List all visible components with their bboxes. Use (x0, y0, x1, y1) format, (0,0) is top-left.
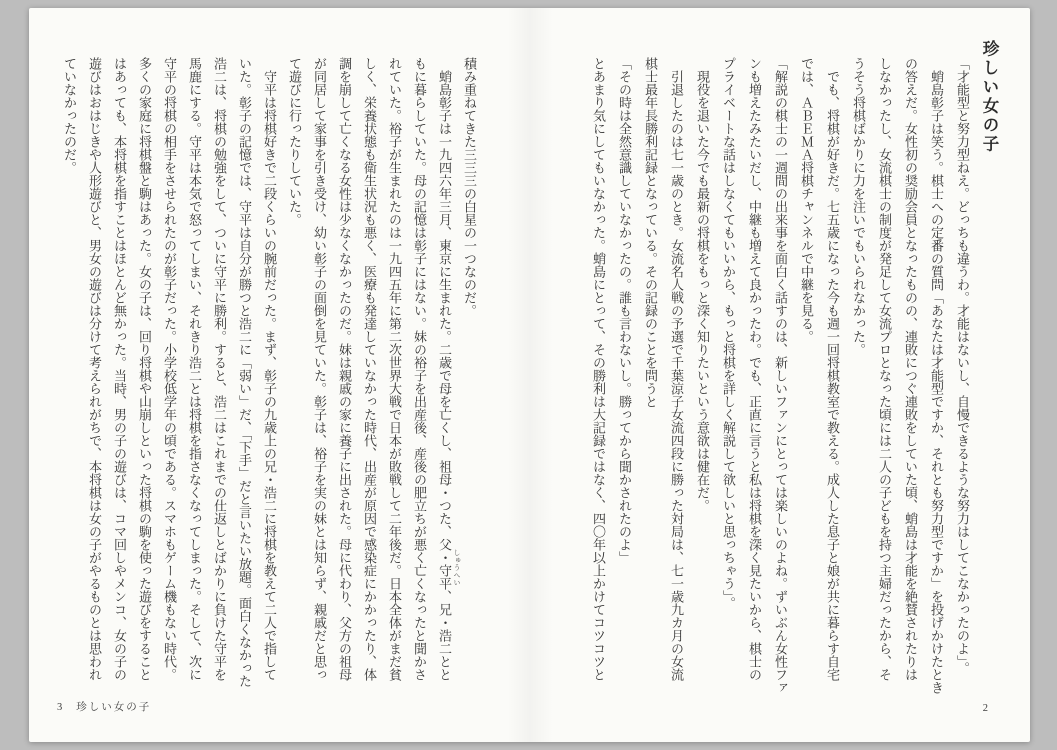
text-column: プライベートな話はしなくてもいいから、もっと将棋を詳しく解説して欲しいと思っちゃう」。 (721, 57, 736, 610)
text-column: しく、栄養状態も衛生状況も悪く、医療も発達していなかった時代、出産が原因で感染症にかかったり、体 (362, 57, 377, 681)
text-column: ていなかったのだ。 (62, 57, 77, 174)
text-column: しなかったし、女流棋士の制度が発足して女流プロとなった頃には二人の子どもを持つ主婦だったから、そ (877, 57, 892, 681)
right-page-body (585, 57, 975, 694)
text-column: 馬鹿にする。守平は本気で怒ってしまい、それきり浩二とは将棋を指さなくなってしまった。そして、次に (187, 57, 202, 681)
book-spread (29, 8, 1030, 742)
text-column: はあっても、本将棋を指すことはほとんど無かった。当時、男の子の遊びは、コマ回しやメンコ、女の子の (112, 57, 127, 681)
left-page-footer (57, 699, 151, 714)
left-page-number: 3 (57, 702, 63, 713)
text-column: 蛸島彰子は一九四六年三月、東京に生まれた。二歳で母を亡くし、祖母・つた、父・守平、兄・浩二とと (437, 57, 452, 681)
text-column: では、ＡＢＥＭＡ将棋チャンネルで中継を見る。 (799, 57, 814, 343)
text-column: 「才能型と努力型ねえ。どっちも違うわ。才能はないし、自慢できるような努力はしてこなかったのよ」。 (955, 57, 970, 675)
text-column: 「解説の棋士の一週間の出来事を面白く話すのは、新しいファンにとっては楽しいのよね。ずいぶん女性ファ (773, 57, 788, 694)
text-column: 積み重ねてきた三三三の白星の一つなのだ。 (462, 57, 477, 317)
text-column: でも、将棋が好きだ。七五歳になった今も週一回将棋教室で教える。成人した息子と娘が共に暮らす自宅 (825, 57, 840, 681)
running-title: 珍しい女の子 (76, 702, 152, 713)
text-column: れていた。裕子が生まれたのは一九四五年に第二次世界大戦で日本が敗戦して二年後だ。日本全体がまだ貧 (387, 57, 402, 681)
page-spine-divider (507, 8, 553, 742)
text-column: 蛸島彰子は笑う。棋士への定番の質問「あなたは才能型ですか、それとも努力型ですか」を投げかけたとき (929, 57, 944, 694)
text-column: の答えだ。女性初の奨励会員となったものの、連敗につぐ連敗をしていた頃、蛸島は才能を絶賛されたりは (903, 57, 918, 681)
chapter-title: 珍しい女の子 (979, 40, 999, 154)
text-column: 守平の将棋の相手をさせられたのが彰子だった。小学校低学年の頃である。スマホもゲーム機もない時代。 (162, 57, 177, 681)
text-column: 浩二は、将棋の勉強をして、ついに守平に勝利。すると、浩二はこれまでの仕返しとばかりに負けた守平を (212, 57, 227, 681)
text-column: が同居して家事を引き受け、幼い彰子の面倒を見ていた。彰子は、裕子を実の妹とは知らず、親戚だと思っ (312, 57, 327, 681)
text-column: 棋士最年長勝利記録となっている。その記録のことを問うと (643, 57, 658, 408)
text-column: 「その時は全然意識していなかったの。誰も言わないし。勝ってから聞かされたのよ」 (617, 57, 632, 564)
text-column: うそう将棋ばかりに力を注いでもいられなかった。 (851, 57, 866, 356)
text-column: いた。彰子の記憶では、守平は自分が勝つと浩二に「弱い」だ、「下手」だと言いたい放題。面白くなかった (237, 57, 252, 688)
furigana-shuhei: しゅうへい (453, 549, 461, 587)
text-column: 守平は将棋好きで二段くらいの腕前だった。まず、彰子の九歳上の兄・浩二に将棋を教えて二人で指して (262, 57, 277, 681)
text-column: 遊びはおはじきや人形遊びと、男女の遊びは分けて考えられがちで、本将棋は女の子がやるものとは思われ (87, 57, 102, 681)
left-page-body (57, 57, 482, 688)
right-page-number: 2 (982, 703, 988, 714)
text-column: ンも増えたみたいだし、中継も増えて良かったわ。でも、正直に言うと私は将棋を深く見たいから、棋士の (747, 57, 762, 681)
text-column: て遊びに行ったりしていた。 (287, 57, 302, 226)
text-column: 多くの家庭に将棋盤と駒はあった。女の子は、回り将棋や山崩しといった将棋の駒を使った遊びをすること (137, 57, 152, 681)
text-column: とあまり気にしてもいなかった。蛸島にとって、その勝利は大記録ではなく、四〇年以上かけてコツコツと (591, 57, 606, 681)
text-column: 調を崩して亡くなる女性は少なくなかったのだ。妹は親戚の家に養子に出された。母に代わり、父方の祖母 (337, 57, 352, 681)
text-column: 引退したのは七一歳のとき。女流名人戦の予選で千葉涼子女流四段に勝った対局は、七一歳九カ月の女流 (669, 57, 684, 681)
text-column: 現役を退いた今でも最新の将棋をもっと深く知りたいという意欲は健在だ。 (695, 57, 710, 512)
text-column: もに暮らしていた。母の記憶は彰子にはない。妹の裕子を出産後、産後の肥立ちが悪く亡くなったと聞かさ (412, 57, 427, 681)
